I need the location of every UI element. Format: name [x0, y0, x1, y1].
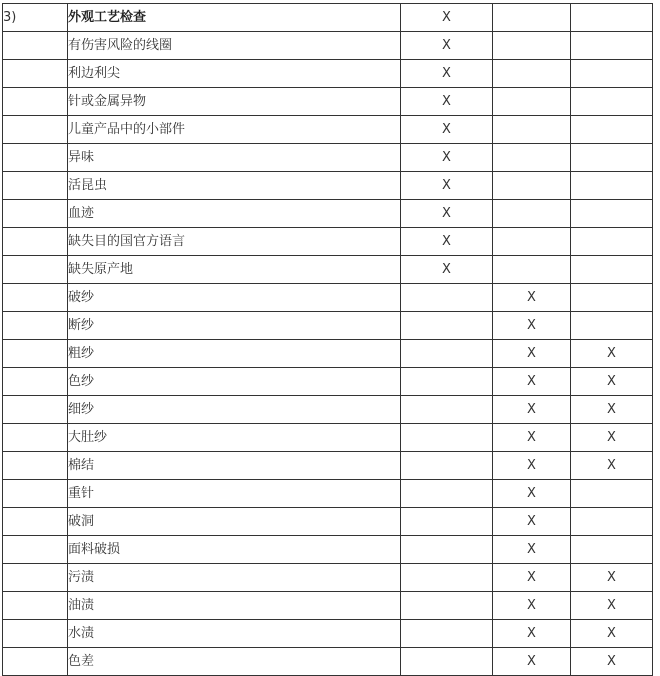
table-row	[3, 536, 653, 564]
mark-cell-col1	[401, 480, 493, 508]
table-row	[3, 620, 653, 648]
mark-cell-col3	[571, 4, 653, 32]
table-row	[3, 116, 653, 144]
mark-cell-col1	[401, 284, 493, 312]
mark-cell-col3	[571, 228, 653, 256]
table-row	[3, 284, 653, 312]
table-row	[3, 4, 653, 32]
mark-cell-col2	[493, 88, 571, 116]
inspection-item-cell: 细纱	[68, 396, 401, 424]
mark-cell-col2	[493, 200, 571, 228]
row-number-cell	[3, 536, 68, 564]
inspection-item-cell: 重针	[68, 480, 401, 508]
mark-cell-col1: X	[401, 144, 493, 172]
inspection-item-cell: 儿童产品中的小部件	[68, 116, 401, 144]
mark-cell-col2	[493, 116, 571, 144]
row-number-cell	[3, 60, 68, 88]
inspection-item-cell: 粗纱	[68, 340, 401, 368]
inspection-item-cell: 色差	[68, 648, 401, 676]
inspection-item-cell: 色纱	[68, 368, 401, 396]
mark-cell-col1	[401, 424, 493, 452]
inspection-item-cell: 缺失原产地	[68, 256, 401, 284]
mark-cell-col1: X	[401, 116, 493, 144]
mark-cell-col1	[401, 452, 493, 480]
table-row	[3, 424, 653, 452]
mark-cell-col3	[571, 200, 653, 228]
mark-cell-col1	[401, 564, 493, 592]
mark-cell-col3	[571, 508, 653, 536]
mark-cell-col3: X	[571, 452, 653, 480]
mark-cell-col1	[401, 312, 493, 340]
mark-cell-col2: X	[493, 284, 571, 312]
row-number-cell	[3, 564, 68, 592]
table-row	[3, 200, 653, 228]
mark-cell-col3	[571, 60, 653, 88]
mark-cell-col3	[571, 32, 653, 60]
mark-cell-col3: X	[571, 340, 653, 368]
mark-cell-col1: X	[401, 256, 493, 284]
inspection-item-cell: 血迹	[68, 200, 401, 228]
table-row	[3, 592, 653, 620]
mark-cell-col2: X	[493, 536, 571, 564]
mark-cell-col1: X	[401, 228, 493, 256]
inspection-item-cell: 针或金属异物	[68, 88, 401, 116]
mark-cell-col2	[493, 172, 571, 200]
mark-cell-col2	[493, 144, 571, 172]
table-row	[3, 452, 653, 480]
row-number-cell	[3, 452, 68, 480]
inspection-table	[2, 3, 653, 676]
mark-cell-col1: X	[401, 4, 493, 32]
mark-cell-col2	[493, 32, 571, 60]
mark-cell-col2	[493, 256, 571, 284]
mark-cell-col3	[571, 480, 653, 508]
inspection-item-cell: 油渍	[68, 592, 401, 620]
mark-cell-col2: X	[493, 312, 571, 340]
mark-cell-col2: X	[493, 480, 571, 508]
table-row	[3, 508, 653, 536]
inspection-item-cell: 有伤害风险的线圈	[68, 32, 401, 60]
table-row	[3, 480, 653, 508]
table-row	[3, 256, 653, 284]
row-number-cell	[3, 424, 68, 452]
mark-cell-col2	[493, 4, 571, 32]
table-row	[3, 648, 653, 676]
mark-cell-col2	[493, 60, 571, 88]
table-row	[3, 564, 653, 592]
table-row	[3, 228, 653, 256]
mark-cell-col3	[571, 256, 653, 284]
mark-cell-col2: X	[493, 340, 571, 368]
table-row	[3, 312, 653, 340]
table-row	[3, 172, 653, 200]
inspection-item-cell: 棉结	[68, 452, 401, 480]
inspection-table-body	[3, 4, 653, 676]
inspection-item-cell: 水渍	[68, 620, 401, 648]
row-number-cell	[3, 480, 68, 508]
row-number-cell	[3, 228, 68, 256]
mark-cell-col1: X	[401, 200, 493, 228]
table-row	[3, 340, 653, 368]
row-number-cell	[3, 396, 68, 424]
mark-cell-col1	[401, 536, 493, 564]
mark-cell-col3	[571, 116, 653, 144]
row-number-cell	[3, 508, 68, 536]
mark-cell-col2: X	[493, 424, 571, 452]
mark-cell-col3: X	[571, 424, 653, 452]
inspection-item-cell: 破纱	[68, 284, 401, 312]
row-number-cell	[3, 88, 68, 116]
mark-cell-col2: X	[493, 648, 571, 676]
mark-cell-col3	[571, 312, 653, 340]
row-number-cell	[3, 200, 68, 228]
inspection-item-cell: 缺失目的国官方语言	[68, 228, 401, 256]
row-number-cell	[3, 312, 68, 340]
mark-cell-col3	[571, 172, 653, 200]
mark-cell-col2: X	[493, 508, 571, 536]
row-number-cell	[3, 592, 68, 620]
mark-cell-col1	[401, 592, 493, 620]
mark-cell-col3	[571, 144, 653, 172]
inspection-item-cell: 污渍	[68, 564, 401, 592]
mark-cell-col3: X	[571, 648, 653, 676]
mark-cell-col3	[571, 284, 653, 312]
table-row	[3, 32, 653, 60]
mark-cell-col1	[401, 648, 493, 676]
inspection-item-cell: 异味	[68, 144, 401, 172]
mark-cell-col1	[401, 340, 493, 368]
mark-cell-col1: X	[401, 88, 493, 116]
row-number-cell: 3)	[3, 4, 68, 32]
inspection-item-cell: 活昆虫	[68, 172, 401, 200]
inspection-item-cell: 外观工艺检查	[68, 4, 401, 32]
row-number-cell	[3, 256, 68, 284]
row-number-cell	[3, 144, 68, 172]
mark-cell-col2: X	[493, 396, 571, 424]
inspection-item-cell: 大肚纱	[68, 424, 401, 452]
inspection-item-cell: 面料破损	[68, 536, 401, 564]
mark-cell-col1	[401, 368, 493, 396]
mark-cell-col2: X	[493, 620, 571, 648]
table-row	[3, 60, 653, 88]
row-number-cell	[3, 648, 68, 676]
mark-cell-col1: X	[401, 32, 493, 60]
mark-cell-col2: X	[493, 368, 571, 396]
mark-cell-col3	[571, 536, 653, 564]
row-number-cell	[3, 284, 68, 312]
mark-cell-col3: X	[571, 396, 653, 424]
mark-cell-col2	[493, 228, 571, 256]
inspection-item-cell: 断纱	[68, 312, 401, 340]
mark-cell-col1	[401, 620, 493, 648]
row-number-cell	[3, 116, 68, 144]
mark-cell-col3: X	[571, 592, 653, 620]
mark-cell-col1	[401, 396, 493, 424]
row-number-cell	[3, 32, 68, 60]
table-row	[3, 88, 653, 116]
mark-cell-col1: X	[401, 60, 493, 88]
table-row	[3, 144, 653, 172]
row-number-cell	[3, 620, 68, 648]
mark-cell-col3: X	[571, 368, 653, 396]
table-row	[3, 368, 653, 396]
mark-cell-col1: X	[401, 172, 493, 200]
mark-cell-col2: X	[493, 452, 571, 480]
inspection-item-cell: 利边利尖	[68, 60, 401, 88]
mark-cell-col3: X	[571, 620, 653, 648]
mark-cell-col3: X	[571, 564, 653, 592]
table-row	[3, 396, 653, 424]
row-number-cell	[3, 368, 68, 396]
inspection-item-cell: 破洞	[68, 508, 401, 536]
mark-cell-col1	[401, 508, 493, 536]
mark-cell-col2: X	[493, 564, 571, 592]
mark-cell-col2: X	[493, 592, 571, 620]
row-number-cell	[3, 340, 68, 368]
row-number-cell	[3, 172, 68, 200]
mark-cell-col3	[571, 88, 653, 116]
